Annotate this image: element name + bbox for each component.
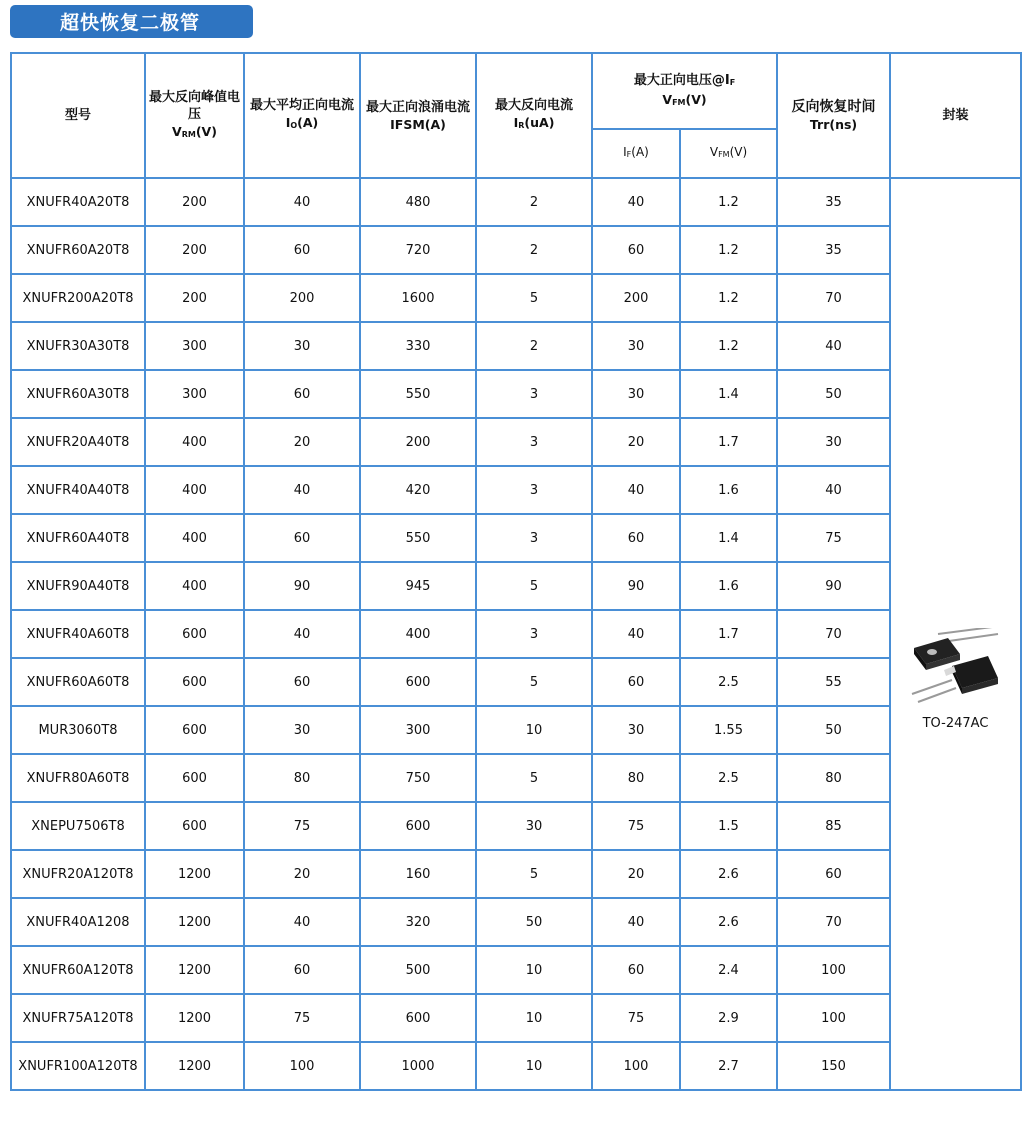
cell-ir: 50 [476, 898, 592, 946]
cell-vfm: 1.4 [680, 370, 777, 418]
header-io-label: 最大平均正向电流 [249, 98, 354, 113]
cell-vfm: 1.6 [680, 466, 777, 514]
table-row [11, 178, 1021, 226]
cell-vrm: 600 [145, 610, 244, 658]
cell-vfm: 1.4 [680, 514, 777, 562]
table-row [11, 610, 1021, 658]
cell-trr: 100 [777, 946, 890, 994]
cell-trr: 80 [777, 754, 890, 802]
cell-ifsm: 300 [360, 706, 476, 754]
cell-if: 60 [592, 658, 680, 706]
cell-vrm: 600 [145, 658, 244, 706]
cell-ifsm: 550 [360, 370, 476, 418]
cell-ifsm: 945 [360, 562, 476, 610]
header-trr [777, 53, 890, 178]
cell-io: 30 [244, 706, 360, 754]
table-row [11, 850, 1021, 898]
header-vfm-label: 最大正向电压$@I_F$ [633, 72, 736, 88]
cell-trr: 50 [777, 370, 890, 418]
cell-vrm: 200 [145, 226, 244, 274]
table-row [11, 322, 1021, 370]
cell-io: 40 [244, 610, 360, 658]
cell-ifsm: 320 [360, 898, 476, 946]
cell-vfm: 2.4 [680, 946, 777, 994]
cell-io: 75 [244, 994, 360, 1042]
cell-ifsm: 160 [360, 850, 476, 898]
cell-ir: 5 [476, 562, 592, 610]
cell-ifsm: 600 [360, 802, 476, 850]
header-vfm-symbol: $V_{FM}(V)$ [662, 91, 707, 107]
cell-model: XNUFR200A20T8 [11, 274, 145, 322]
cell-ir: 3 [476, 514, 592, 562]
cell-io: 60 [244, 370, 360, 418]
cell-if: 100 [592, 1042, 680, 1090]
cell-model: XNUFR40A20T8 [11, 178, 145, 226]
page-title: 超快恢复二极管 [10, 5, 253, 38]
cell-io: 75 [244, 802, 360, 850]
cell-if: 60 [592, 946, 680, 994]
header-vrm-label: 最大反向峰值电压 [148, 89, 240, 122]
cell-io: 20 [244, 418, 360, 466]
cell-io: 60 [244, 946, 360, 994]
cell-if: 200 [592, 274, 680, 322]
cell-ifsm: 500 [360, 946, 476, 994]
cell-vfm: 1.7 [680, 418, 777, 466]
cell-vfm: 1.7 [680, 610, 777, 658]
cell-vfm: 1.5 [680, 802, 777, 850]
cell-if: 40 [592, 610, 680, 658]
cell-vrm: 200 [145, 178, 244, 226]
cell-ir: 10 [476, 1042, 592, 1090]
cell-vfm: 2.5 [680, 658, 777, 706]
cell-ifsm: 480 [360, 178, 476, 226]
header-package: 封装 [890, 53, 1021, 178]
header-trr-label: 反向恢复时间 [791, 98, 876, 115]
cell-trr: 70 [777, 898, 890, 946]
cell-model: XNUFR60A60T8 [11, 658, 145, 706]
cell-model: XNEPU7506T8 [11, 802, 145, 850]
cell-ifsm: 420 [360, 466, 476, 514]
cell-io: 80 [244, 754, 360, 802]
cell-trr: 40 [777, 466, 890, 514]
cell-vfm: 2.9 [680, 994, 777, 1042]
cell-model: XNUFR30A30T8 [11, 322, 145, 370]
cell-vrm: 1200 [145, 898, 244, 946]
cell-io: 60 [244, 658, 360, 706]
cell-vrm: 1200 [145, 994, 244, 1042]
cell-if: 30 [592, 322, 680, 370]
cell-if: 90 [592, 562, 680, 610]
cell-vfm: 1.2 [680, 226, 777, 274]
cell-ifsm: 600 [360, 994, 476, 1042]
cell-ir: 30 [476, 802, 592, 850]
cell-trr: 35 [777, 226, 890, 274]
cell-model: XNUFR100A120T8 [11, 1042, 145, 1090]
table-row [11, 898, 1021, 946]
cell-ir: 10 [476, 994, 592, 1042]
cell-if: 60 [592, 226, 680, 274]
cell-ifsm: 1000 [360, 1042, 476, 1090]
cell-model: XNUFR80A60T8 [11, 754, 145, 802]
cell-model: XNUFR60A120T8 [11, 946, 145, 994]
cell-ir: 3 [476, 610, 592, 658]
cell-if: 75 [592, 994, 680, 1042]
cell-trr: 60 [777, 850, 890, 898]
table-row [11, 994, 1021, 1042]
cell-ifsm: 1600 [360, 274, 476, 322]
cell-model: MUR3060T8 [11, 706, 145, 754]
cell-vfm: 2.6 [680, 898, 777, 946]
cell-vrm: 400 [145, 418, 244, 466]
cell-io: 40 [244, 898, 360, 946]
cell-trr: 35 [777, 178, 890, 226]
table-row [11, 946, 1021, 994]
cell-vrm: 1200 [145, 946, 244, 994]
cell-vfm: 1.2 [680, 322, 777, 370]
cell-io: 100 [244, 1042, 360, 1090]
cell-io: 40 [244, 178, 360, 226]
header-if-col: $I_F(A)$ [592, 129, 680, 178]
cell-ifsm: 550 [360, 514, 476, 562]
cell-vfm: 2.5 [680, 754, 777, 802]
cell-vrm: 1200 [145, 1042, 244, 1090]
cell-vrm: 400 [145, 562, 244, 610]
cell-if: 75 [592, 802, 680, 850]
cell-model: XNUFR20A40T8 [11, 418, 145, 466]
package-caption: TO-247AC [922, 715, 989, 731]
cell-ir: 3 [476, 418, 592, 466]
cell-ir: 2 [476, 178, 592, 226]
cell-model: XNUFR40A60T8 [11, 610, 145, 658]
cell-ifsm: 600 [360, 658, 476, 706]
table-row [11, 706, 1021, 754]
cell-ifsm: 400 [360, 610, 476, 658]
cell-ir: 3 [476, 466, 592, 514]
cell-io: 90 [244, 562, 360, 610]
cell-trr: 75 [777, 514, 890, 562]
cell-if: 30 [592, 706, 680, 754]
cell-ifsm: 750 [360, 754, 476, 802]
table-row [11, 418, 1021, 466]
cell-ifsm: 330 [360, 322, 476, 370]
cell-ifsm: 200 [360, 418, 476, 466]
cell-ir: 2 [476, 226, 592, 274]
diode-spec-table [10, 52, 1022, 1091]
cell-vrm: 400 [145, 466, 244, 514]
cell-trr: 90 [777, 562, 890, 610]
header-io [244, 53, 360, 178]
table-row [11, 802, 1021, 850]
cell-if: 20 [592, 850, 680, 898]
cell-trr: 100 [777, 994, 890, 1042]
table-row [11, 754, 1021, 802]
cell-vrm: 600 [145, 706, 244, 754]
header-io-symbol: $I_O(A)$ [285, 115, 319, 130]
cell-vfm: 1.6 [680, 562, 777, 610]
cell-ir: 10 [476, 706, 592, 754]
cell-io: 200 [244, 274, 360, 322]
header-ifsm-label: 最大正向浪涌电流 [365, 99, 470, 115]
cell-vrm: 600 [145, 754, 244, 802]
header-vrm [145, 53, 244, 178]
header-vf-col: $V_{FM}(V)$ [680, 129, 777, 178]
header-ir [476, 53, 592, 178]
cell-vrm: 400 [145, 514, 244, 562]
table-row [11, 1042, 1021, 1090]
cell-vrm: 600 [145, 802, 244, 850]
cell-ifsm: 720 [360, 226, 476, 274]
header-vfm [592, 53, 777, 129]
cell-model: XNUFR20A120T8 [11, 850, 145, 898]
cell-trr: 85 [777, 802, 890, 850]
cell-trr: 50 [777, 706, 890, 754]
header-model: 型号 [11, 53, 145, 178]
cell-vfm: 1.2 [680, 178, 777, 226]
table-body [11, 178, 1021, 1090]
cell-if: 40 [592, 178, 680, 226]
cell-ir: 10 [476, 946, 592, 994]
cell-trr: 70 [777, 610, 890, 658]
cell-ir: 5 [476, 274, 592, 322]
cell-io: 60 [244, 514, 360, 562]
cell-model: XNUFR60A30T8 [11, 370, 145, 418]
table-row [11, 370, 1021, 418]
cell-trr: 30 [777, 418, 890, 466]
cell-if: 40 [592, 466, 680, 514]
header-ir-symbol: $I_R(uA)$ [513, 115, 555, 130]
table-row [11, 514, 1021, 562]
header-ifsm-symbol: IFSM(A) [390, 116, 446, 132]
cell-io: 20 [244, 850, 360, 898]
cell-if: 30 [592, 370, 680, 418]
cell-io: 40 [244, 466, 360, 514]
header-vrm-symbol: $V_{RM}(V)$ [172, 123, 217, 139]
cell-ir: 3 [476, 370, 592, 418]
cell-model: XNUFR75A120T8 [11, 994, 145, 1042]
table-row [11, 562, 1021, 610]
cell-vrm: 200 [145, 274, 244, 322]
table-row [11, 274, 1021, 322]
cell-vrm: 300 [145, 370, 244, 418]
cell-trr: 55 [777, 658, 890, 706]
cell-vrm: 1200 [145, 850, 244, 898]
cell-package [890, 178, 1021, 1090]
cell-if: 20 [592, 418, 680, 466]
cell-trr: 70 [777, 274, 890, 322]
cell-vfm: 1.55 [680, 706, 777, 754]
table-row [11, 466, 1021, 514]
table-row [11, 226, 1021, 274]
cell-ir: 2 [476, 322, 592, 370]
cell-trr: 150 [777, 1042, 890, 1090]
cell-vfm: 1.2 [680, 274, 777, 322]
cell-model: XNUFR40A40T8 [11, 466, 145, 514]
cell-model: XNUFR60A20T8 [11, 226, 145, 274]
cell-ir: 5 [476, 658, 592, 706]
cell-ir: 5 [476, 850, 592, 898]
cell-vrm: 300 [145, 322, 244, 370]
cell-if: 80 [592, 754, 680, 802]
to247-package-icon [908, 628, 1004, 708]
cell-ir: 5 [476, 754, 592, 802]
cell-trr: 40 [777, 322, 890, 370]
cell-vfm: 2.6 [680, 850, 777, 898]
cell-model: XNUFR40A1208 [11, 898, 145, 946]
header-ir-label: 最大反向电流 [494, 98, 573, 113]
header-trr-symbol: Trr(ns) [809, 116, 858, 132]
cell-if: 40 [592, 898, 680, 946]
cell-io: 30 [244, 322, 360, 370]
cell-io: 60 [244, 226, 360, 274]
header-ifsm [360, 53, 476, 178]
cell-model: XNUFR60A40T8 [11, 514, 145, 562]
cell-model: XNUFR90A40T8 [11, 562, 145, 610]
cell-if: 60 [592, 514, 680, 562]
cell-vfm: 2.7 [680, 1042, 777, 1090]
table-row [11, 658, 1021, 706]
